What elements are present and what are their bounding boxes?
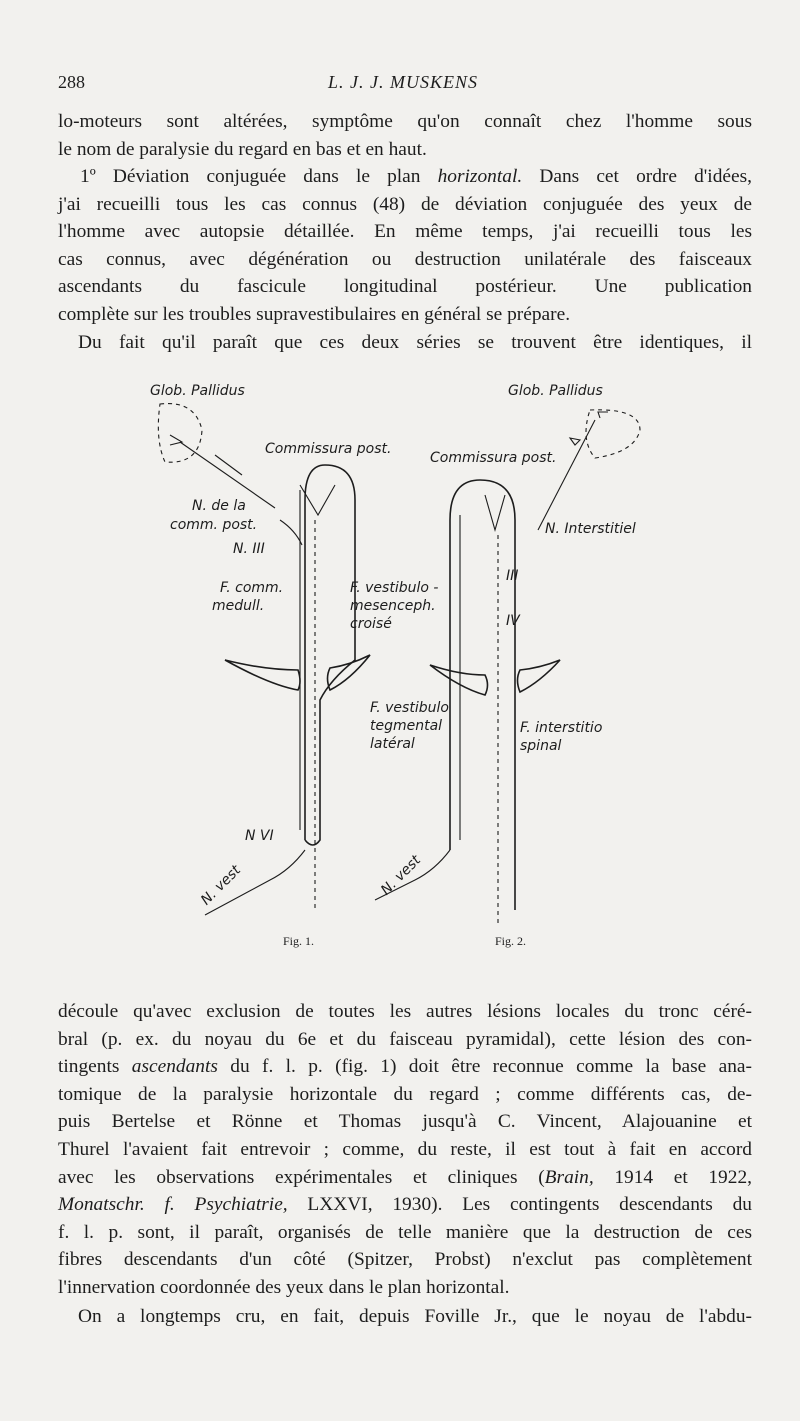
glob-arrow-1	[170, 435, 182, 445]
text-line: avec les observations expérimentales et cliniques (Brain, 1914 et 1922,	[58, 1166, 752, 1188]
text-line: fibres descendants d'un côté (Spitzer, Probst) n'exclut pas complètement	[58, 1249, 752, 1271]
text-line: l'innervation coordonnée des yeux dans le plan horizontal.	[58, 1276, 510, 1298]
text-line: j'ai recueilli tous les cas connus (48) de déviation conjuguée des yeux de	[58, 193, 752, 215]
tract-outline-1	[305, 465, 355, 845]
page-number: 288	[58, 72, 85, 92]
text-line: tomique de la paralysie horizontale du regard ; comme différents cas, de-	[58, 1083, 752, 1105]
label-f-vt-1: F. vestibulo	[370, 700, 449, 716]
label-commissura-2: Commissura post.	[430, 450, 557, 466]
text-line: tingents ascendants du f. l. p. (fig. 1) doit être reconnue comme la base ana-	[58, 1056, 752, 1078]
label-n-comm-2: comm. post.	[170, 517, 258, 533]
text-line: découle qu'avec exclusion de toutes les autres lésions locales du tronc céré-	[58, 1001, 752, 1022]
caption-fig-2: Fig. 2.	[495, 934, 527, 948]
label-f-vt-2: tegmental	[370, 718, 443, 734]
label-f-is-1: F. interstitio	[520, 720, 603, 736]
text-line: f. l. p. sont, il paraît, organisés de telle manière que la destruction de ces	[58, 1221, 752, 1243]
label-f-vest-2: mesenceph.	[350, 598, 436, 614]
label-n-vi-1: N VI	[245, 828, 274, 844]
label-glob-pallidus-2: Glob. Pallidus	[508, 383, 603, 399]
glob-pallidus-outline-1	[158, 404, 202, 463]
label-f-is-2: spinal	[520, 738, 562, 754]
fig-2	[370, 383, 640, 948]
text-line: complète sur les troubles supravestibulaires en général se prépare.	[58, 303, 571, 325]
text-line: le nom de paralysie du regard en bas et en haut.	[58, 138, 427, 160]
label-n-vest-2: N. vest	[377, 852, 424, 899]
caption-fig-1: Fig. 1.	[283, 934, 315, 948]
nerve-shape-left-2	[430, 665, 488, 695]
text-line: puis Bertelse et Rönne et Thomas jusqu'à C. Vincent, Alajouanine et	[58, 1111, 752, 1133]
label-commissura-1: Commissura post.	[265, 441, 392, 457]
fig-1	[150, 383, 438, 948]
text-line: Thurel l'avaient fait entrevoir ; comme, du reste, il est tout à fait en accord	[58, 1138, 752, 1160]
text-line: Monatschr. f. Psychiatrie, LXXVI, 1930). Les contingents descendants du	[58, 1194, 752, 1216]
double-arrow-1	[215, 455, 242, 475]
label-n-vest-1: N. vest	[197, 862, 244, 909]
nerve-shape-right-1	[328, 655, 371, 690]
text-line: bral (p. ex. du noyau du 6e et du faisceau pyramidal), cette lésion des con-	[58, 1028, 752, 1050]
n-iii-curl-1	[280, 520, 302, 545]
glob-arrow-2	[598, 412, 608, 418]
label-n-comm-1: N. de la	[192, 498, 246, 514]
commissura-arrow-2	[570, 438, 580, 445]
text-line: cas connus, avec dégénération ou destruction unilatérale des faisceaux	[58, 248, 752, 270]
paragraph-3	[58, 329, 752, 357]
label-n-interst-2: N. Interstitiel	[545, 521, 636, 537]
anatomical-figure	[130, 370, 670, 970]
connector-line-2	[538, 420, 595, 530]
nerve-shape-left-1	[225, 660, 300, 690]
label-f-vest-1: F. vestibulo -	[350, 580, 439, 596]
text-line: 1º Déviation conjuguée dans le plan horizontal. Dans cet ordre d'idées,	[80, 166, 752, 187]
tract-v-2	[485, 495, 505, 530]
paragraph-2	[58, 163, 752, 329]
paragraph-4	[58, 998, 752, 1302]
text-line: ascendants du fascicule longitudinal postérieur. Une publication	[58, 276, 752, 298]
label-f-comm-1: F. comm.	[220, 580, 284, 596]
text-line: Du fait qu'il paraît que ces deux séries se trouvent être identiques, il	[78, 332, 752, 353]
label-glob-pallidus-1: Glob. Pallidus	[150, 383, 245, 399]
glob-pallidus-outline-2	[586, 410, 640, 458]
paragraph-1	[58, 108, 752, 163]
running-head: L. J. J. MUSKENS	[328, 72, 478, 92]
text-line: lo-moteurs sont altérées, symptôme qu'on connaît chez l'homme sous	[58, 111, 752, 132]
label-f-vest-3: croisé	[350, 616, 392, 632]
text-line: On a longtemps cru, en fait, depuis Foville Jr., que le noyau de l'abdu-	[78, 1306, 752, 1327]
text-line: l'homme avec autopsie détaillée. En même temps, j'ai recueilli tous les	[58, 221, 752, 243]
label-f-comm-2: medull.	[212, 598, 265, 614]
label-iv-2: IV	[506, 613, 520, 629]
nerve-shape-right-2	[518, 660, 561, 692]
figure-svg	[130, 370, 670, 970]
label-iii-2: III	[506, 568, 519, 584]
page-header	[58, 72, 748, 98]
label-f-vt-3: latéral	[370, 736, 415, 752]
label-n-iii-1: N. III	[233, 541, 265, 557]
paragraph-5	[58, 1303, 752, 1331]
